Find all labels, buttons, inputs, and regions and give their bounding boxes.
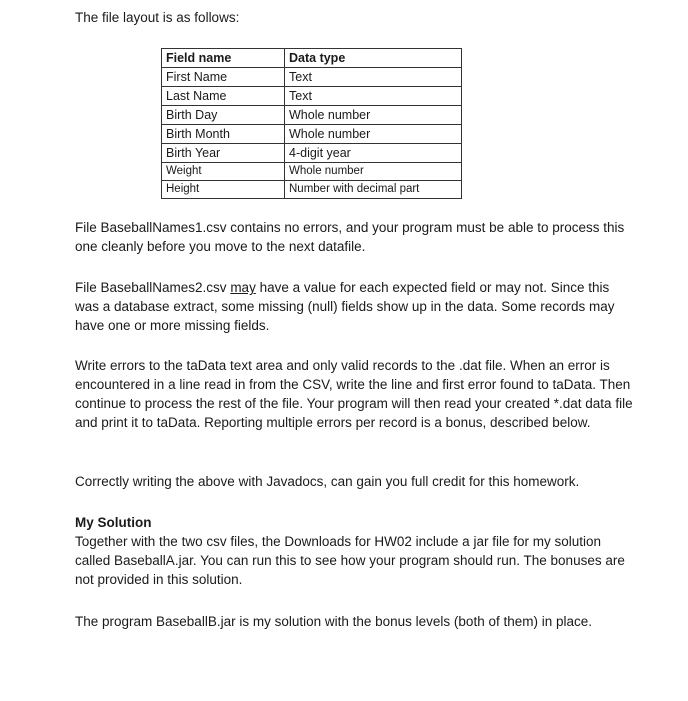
paragraph-bonus-jar: The program BaseballB.jar is my solution with the bonus levels (both of them) in place.	[75, 614, 593, 629]
field-name-cell: Birth Month	[162, 125, 285, 144]
table-row	[162, 181, 462, 199]
header-field-name: Field name	[162, 49, 285, 68]
header-data-type: Data type	[285, 49, 462, 68]
field-name-cell: Last Name	[162, 87, 285, 106]
data-type-cell: 4-digit year	[285, 144, 462, 163]
table-row	[162, 144, 462, 163]
data-type-cell: Whole number	[285, 106, 462, 125]
table-row	[162, 106, 462, 125]
data-type-cell: Whole number	[285, 163, 462, 181]
field-name-cell: Height	[162, 181, 285, 199]
field-name-cell: Weight	[162, 163, 285, 181]
table-row	[162, 68, 462, 87]
file-layout-table	[161, 48, 462, 199]
table-header-row	[162, 49, 462, 68]
data-type-cell: Text	[285, 68, 462, 87]
paragraph-file2	[75, 278, 635, 335]
paragraph-file1: File BaseballNames1.csv contains no errors, and your program must be able to process this one cleanly before you move to the next datafile.	[75, 220, 625, 254]
data-type-cell: Whole number	[285, 125, 462, 144]
underlined-may: may	[230, 280, 256, 295]
intro-text: The file layout is as follows:	[75, 10, 240, 25]
paragraph-credit: Correctly writing the above with Javadocs, can gain you full credit for this homework.	[75, 474, 580, 489]
table-row	[162, 163, 462, 181]
field-name-cell: Birth Day	[162, 106, 285, 125]
field-name-cell: Birth Year	[162, 144, 285, 163]
solution-text: Together with the two csv files, the Downloads for HW02 include a jar file for my solution called BaseballA.jar. You can run this to see how your program should run. The bonuses are not provided in this solution.	[75, 534, 625, 587]
paragraph-errors: Write errors to the taData text area and only valid records to the .dat file. When an error is encountered in a line read in from the CSV, write the line and first error found to taData. Then continue to process the rest of the file. Your program will then read your created *.dat data file and print it to taData. Reporting multiple errors per record is a bonus, described below.	[75, 358, 633, 430]
paragraph-file2-start: File BaseballNames2.csv	[75, 280, 231, 295]
data-type-cell: Number with decimal part	[285, 181, 462, 199]
solution-heading: My Solution	[75, 515, 152, 530]
table-row	[162, 87, 462, 106]
solution-section	[75, 513, 635, 589]
paragraph-file2-end: have a value for each expected field or may not. Since this was a database extract, some missing (null) fields show up in the data. Some records may have one or more missing fields.	[75, 280, 615, 333]
data-type-cell: Text	[285, 87, 462, 106]
table-row	[162, 125, 462, 144]
field-name-cell: First Name	[162, 68, 285, 87]
